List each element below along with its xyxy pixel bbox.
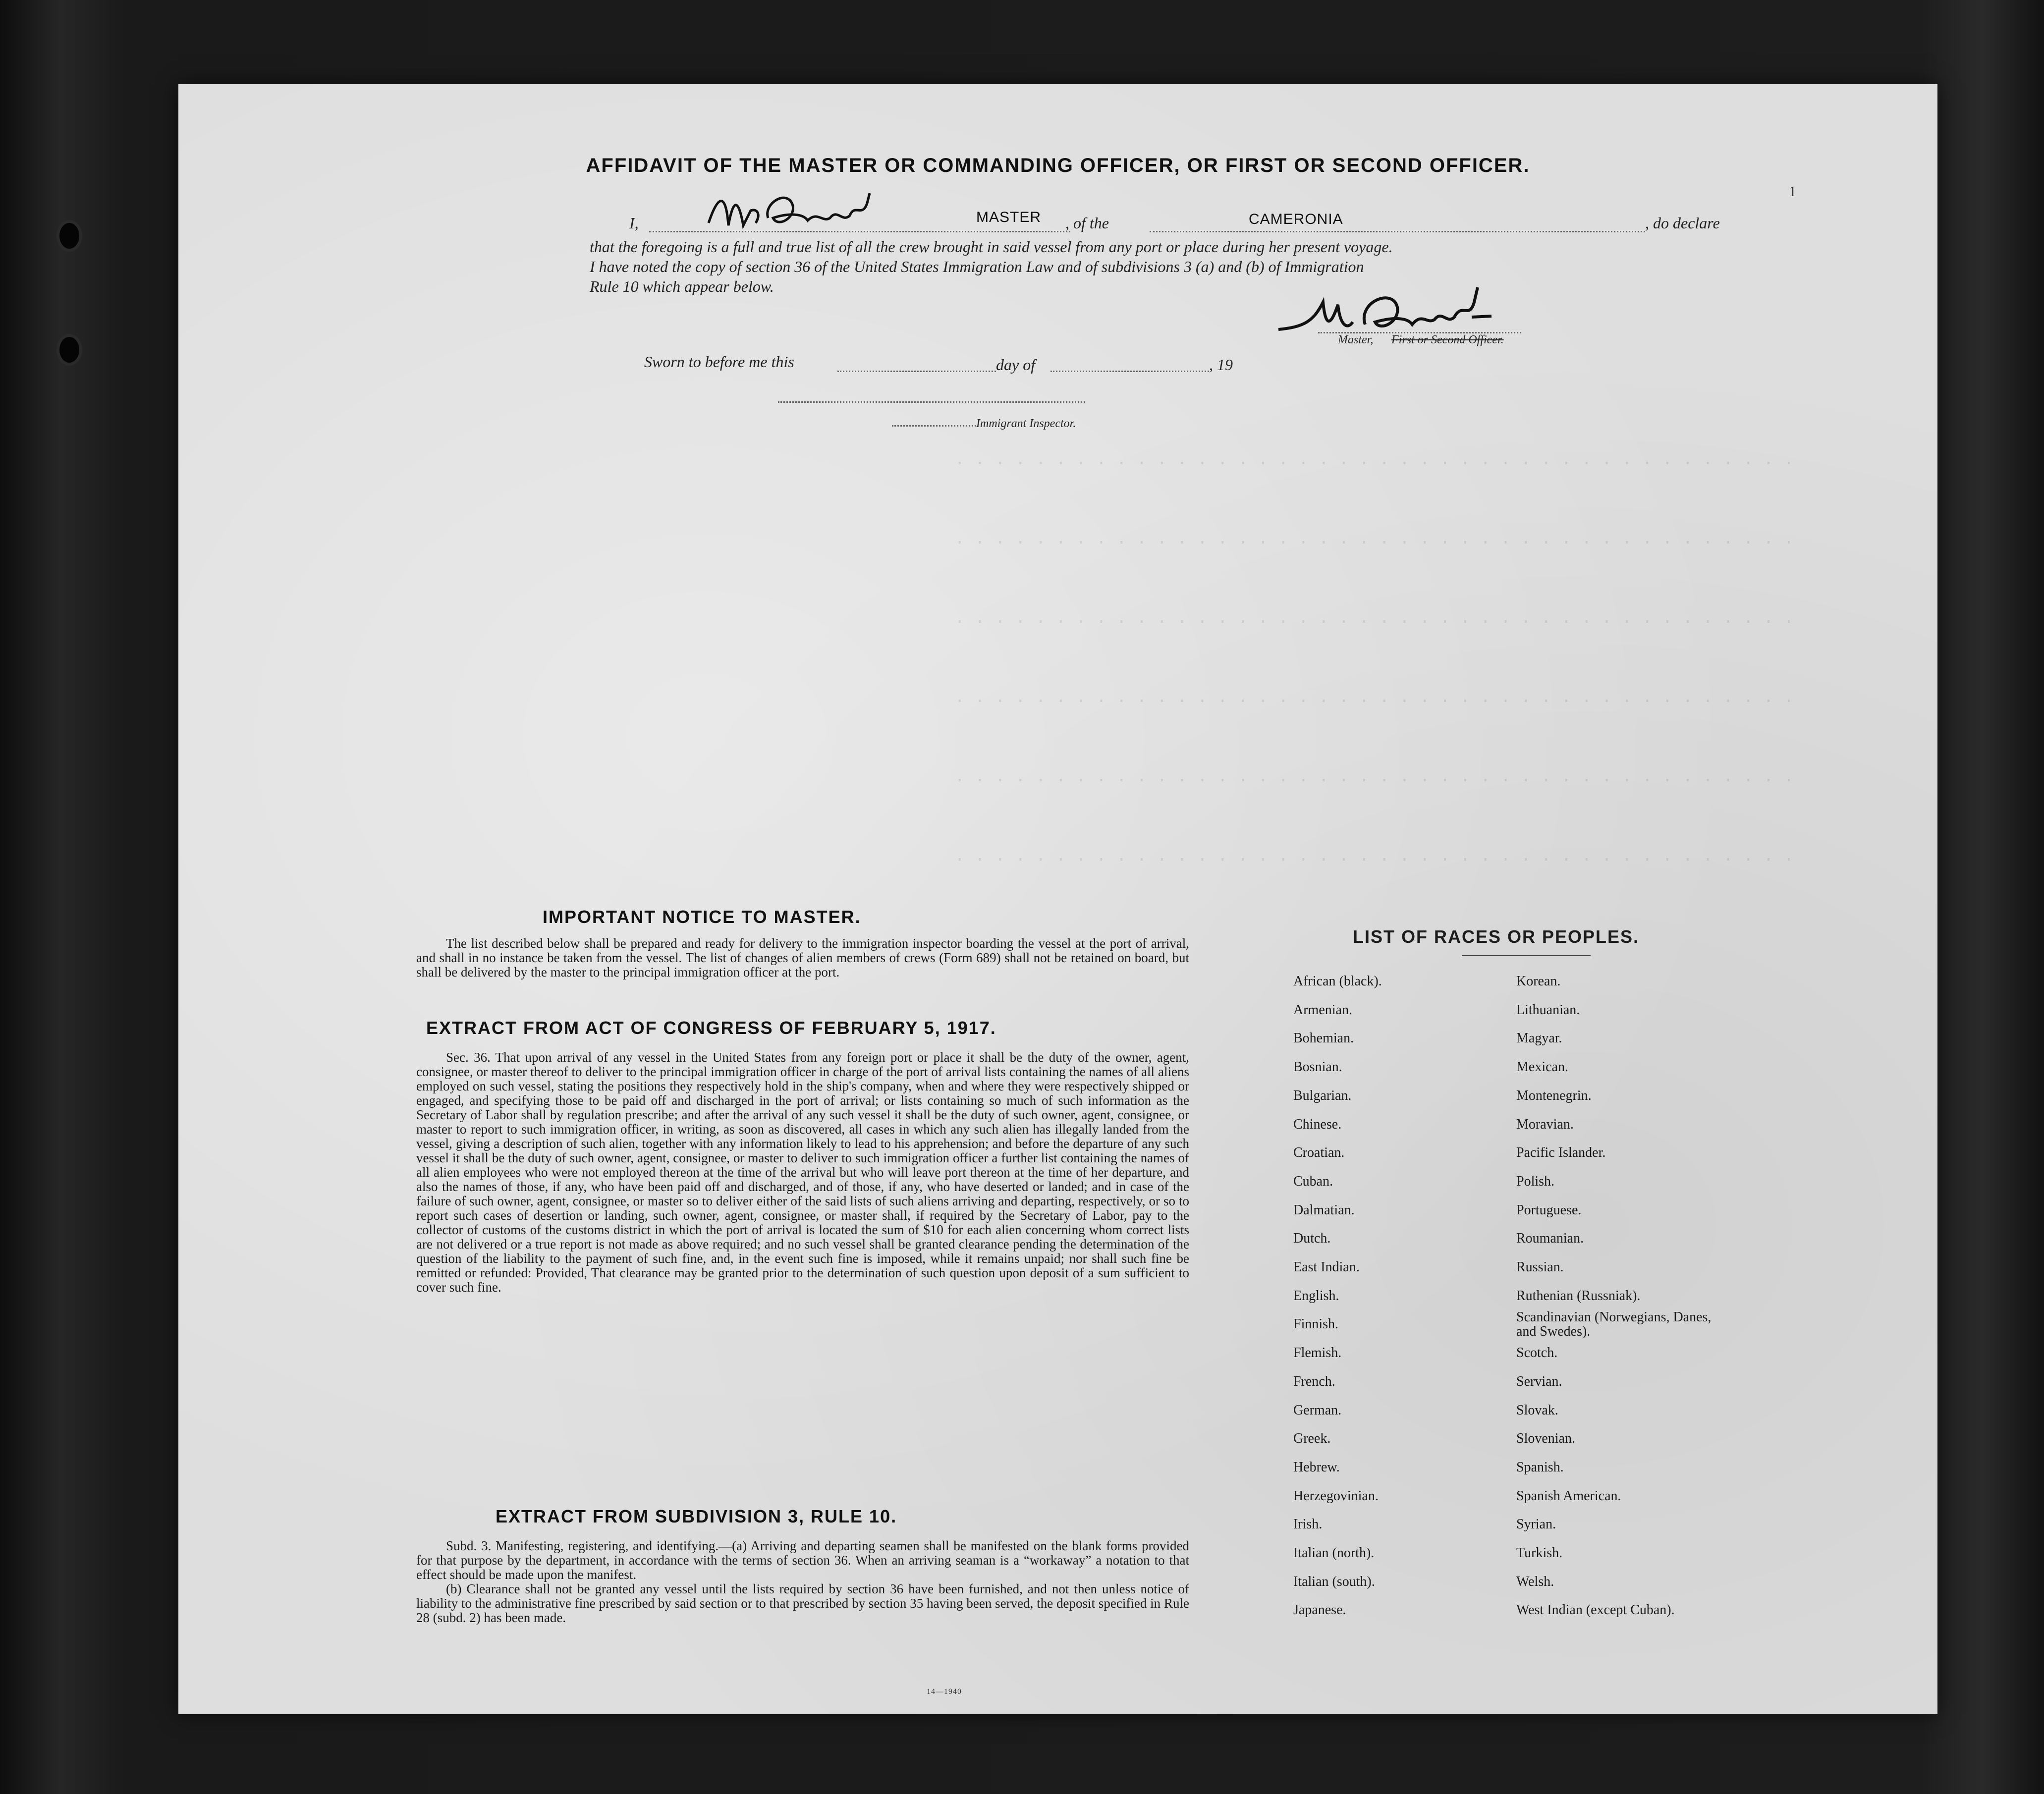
- race-item: Bohemian.: [1293, 1031, 1354, 1046]
- sworn-to-label: Sworn to before me this: [644, 353, 794, 371]
- races-left-column: [1293, 967, 1382, 1625]
- race-item: West Indian (except Cuban).: [1516, 1602, 1675, 1618]
- race-item: African (black).: [1293, 974, 1382, 989]
- race-item: Finnish.: [1293, 1316, 1339, 1332]
- race-item: Cuban.: [1293, 1173, 1333, 1189]
- affidavit-line-2: that the foregoing is a full and true list of all the crew brought in said vessel from any port or place during her present voyage.: [590, 238, 1393, 256]
- race-item: Ruthenian (Russniak).: [1516, 1288, 1641, 1304]
- race-item: Herzegovinian.: [1293, 1488, 1379, 1504]
- master-name-signature: [704, 183, 882, 238]
- race-item: Croatian.: [1293, 1145, 1345, 1161]
- vessel-name-field: CAMERONIA: [1249, 211, 1343, 227]
- race-item: Pacific Islander.: [1516, 1145, 1606, 1161]
- signature-label-struck: First or Second Officer.: [1391, 333, 1504, 346]
- extract-act-text: [416, 1050, 1189, 1295]
- race-item: Korean.: [1516, 974, 1561, 989]
- race-item: Italian (north).: [1293, 1545, 1375, 1561]
- bleed-through-text: . . . . . . . . . . . . . . . . . . . . . . . . . . . . . . . . . . . . . . . . . .: [954, 609, 1794, 628]
- vessel-blank: [1150, 231, 1645, 232]
- race-item: Slovenian.: [1516, 1431, 1575, 1447]
- race-item: Italian (south).: [1293, 1574, 1375, 1589]
- day-of-label: day of: [996, 356, 1036, 374]
- race-item: English.: [1293, 1288, 1339, 1304]
- race-item: Mexican.: [1516, 1059, 1568, 1075]
- race-item: Slovak.: [1516, 1402, 1558, 1418]
- race-item: Roumanian.: [1516, 1231, 1584, 1247]
- affidavit-title: AFFIDAVIT OF THE MASTER OR COMMANDING OFFICER, OR FIRST OR SECOND OFFICER.: [586, 155, 1530, 176]
- race-item: Hebrew.: [1293, 1459, 1340, 1475]
- bleed-through-text: . . . . . . . . . . . . . . . . . . . . . . . . . . . . . . . . . . . . . . . . . .: [954, 530, 1794, 549]
- race-item: Moravian.: [1516, 1116, 1574, 1132]
- extract-rule-paragraph-b: (b) Clearance shall not be granted any vessel until the lists required by section 36 have been furnished, and not then unless notice of liability to the administrative fine prescribed by said section or to that prescribed by section 35 having been served, the deposit specified in Rule 28 (subd. 2) has been made.: [416, 1581, 1189, 1625]
- race-item: Servian.: [1516, 1373, 1562, 1389]
- extract-rule-paragraph-a: Subd. 3. Manifesting, registering, and identifying.—(a) Arriving and departing seamen shall be manifested on the blank forms provided for that purpose by the department, in accordance with the terms of section 36. When an arriving seaman is a “workaway” a notation to that effect should be made upon the manifest.: [416, 1538, 1189, 1582]
- race-item: Chinese.: [1293, 1116, 1342, 1132]
- race-item: Spanish American.: [1516, 1488, 1621, 1504]
- notice-paragraph: The list described below shall be prepared and ready for delivery to the immigration inspector boarding the vessel at the port of arrival, and shall in no instance be taken from the vessel. The list of changes of alien members of crews (Form 689) shall not be retained on board, but shall be delivered by the master to the principal immigration officer at the port.: [416, 936, 1189, 979]
- affidavit-i: I,: [629, 214, 639, 232]
- race-item: Welsh.: [1516, 1574, 1554, 1589]
- race-item: Greek.: [1293, 1431, 1331, 1447]
- bleed-through-text: . . . . . . . . . . . . . . . . . . . . . . . . . . . . . . . . . . . . . . . . . .: [954, 847, 1794, 866]
- race-item: Bulgarian.: [1293, 1087, 1352, 1103]
- race-item: Scandinavian (Norwegians, Danes, and Swedes).: [1516, 1309, 1712, 1340]
- race-item: Spanish.: [1516, 1459, 1564, 1475]
- race-item: Syrian.: [1516, 1517, 1556, 1532]
- race-item: Bosnian.: [1293, 1059, 1342, 1075]
- race-item: French.: [1293, 1373, 1335, 1389]
- sworn-day-blank: [837, 371, 996, 372]
- extract-act-paragraph: Sec. 36. That upon arrival of any vessel in the United States from any foreign port or place it shall be the duty of the owner, agent, consignee, or master thereof to deliver to the principal immigration officer in charge of the port of arrival lists containing the names of all aliens employed on such vessel, stating the positions they respectively hold in the ship's company, when and where they were respectively shipped or engaged, and specifying those to be paid off and discharged in the port of arrival; or lists containing so much of such information as the Secretary of Labor shall by regulation prescribe; and after the arrival of any such vessel it shall be the duty of such owner, agent, consignee, or master to report to such immigration officer, in writing, as soon as discovered, all cases in which any such alien has illegally landed from the vessel, giving a description of such alien, together with any information likely to lead to his apprehension; and before the departure of any such vessel it shall be the duty of such owner, agent, consignee, or master to deliver to such immigration officer a further list containing the names of all alien employees who were not employed thereon at the time of the arrival but who will leave port thereon at the time of her departure, and also the names of those, if any, who have been paid off and discharged, and of those, if any, who have deserted or landed; and in case of the failure of such owner, agent, consignee, or master so to deliver either of the said lists of such aliens arriving and departing, respectively, or so to report such cases of desertion or landing, such owner, agent, consignee, or master shall, if required by the Secretary of Labor, pay to the collector of customs of the customs district in which the port of arrival is located the sum of $10 for each alien concerning whom correct lists are not delivered or a true report is not made as above required; and no such vessel shall be granted clearance pending the determination of the question of the liability to the payment of such fine, and, in the event such fine is imposed, while it remains unpaid; nor shall such fine be remitted or refunded: Provided, That clearance may be granted prior to the determination of such question upon deposit of a sum sufficient to cover such fine.: [416, 1050, 1189, 1295]
- inspector-blank: [778, 401, 1085, 403]
- race-item: East Indian.: [1293, 1259, 1360, 1275]
- race-item: German.: [1293, 1402, 1342, 1418]
- signature-label-master: Master,: [1338, 333, 1374, 346]
- affidavit-of-the: , of the: [1065, 214, 1109, 232]
- bleed-through-text: . . . . . . . . . . . . . . . . . . . . . . . . . . . . . . . . . . . . . . . . . .: [954, 451, 1794, 470]
- inspector-blank-2: [892, 425, 976, 427]
- binder-hole: [59, 337, 79, 363]
- race-item: Irish.: [1293, 1517, 1323, 1532]
- page-number: 1: [1789, 183, 1796, 200]
- races-right-column: [1516, 967, 1724, 1625]
- race-item: Flemish.: [1293, 1345, 1342, 1361]
- race-item: Dutch.: [1293, 1231, 1331, 1247]
- sworn-month-blank: [1050, 371, 1209, 372]
- bleed-through-text: . . . . . . . . . . . . . . . . . . . . . . . . . . . . . . . . . . . . . . . . . .: [954, 768, 1794, 787]
- race-item: Japanese.: [1293, 1602, 1346, 1618]
- race-item: Polish.: [1516, 1173, 1555, 1189]
- binder-hole: [59, 223, 79, 249]
- race-item: Lithuanian.: [1516, 1002, 1580, 1018]
- affidavit-line-4: Rule 10 which appear below.: [590, 277, 774, 295]
- year-label: , 19: [1209, 356, 1233, 374]
- master-title-field: MASTER: [976, 209, 1042, 225]
- races-rule: [1462, 955, 1591, 956]
- race-item: Dalmatian.: [1293, 1202, 1355, 1218]
- affidavit-page: [178, 84, 1937, 1714]
- extract-rule-text: [416, 1539, 1189, 1625]
- notice-heading: IMPORTANT NOTICE TO MASTER.: [543, 907, 861, 927]
- race-item: Portuguese.: [1516, 1202, 1582, 1218]
- race-item: Russian.: [1516, 1259, 1564, 1275]
- race-item: Magyar.: [1516, 1031, 1562, 1046]
- race-item: Turkish.: [1516, 1545, 1563, 1561]
- form-number: 14—1940: [927, 1687, 962, 1696]
- races-heading: LIST OF RACES OR PEOPLES.: [1353, 926, 1640, 947]
- inspector-label: Immigrant Inspector.: [976, 417, 1076, 430]
- affidavit-line-3: I have noted the copy of section 36 of the United States Immigration Law and of subdivisions 3 (a) and (b) of Immigration: [590, 258, 1364, 275]
- race-item: Scotch.: [1516, 1345, 1558, 1361]
- affidavit-declare: , do declare: [1645, 214, 1720, 232]
- race-item: Montenegrin.: [1516, 1087, 1592, 1103]
- bleed-through-text: . . . . . . . . . . . . . . . . . . . . . . . . . . . . . . . . . . . . . . . . . .: [954, 689, 1794, 707]
- notice-text: [416, 936, 1189, 979]
- extract-rule-heading: EXTRACT FROM SUBDIVISION 3, RULE 10.: [496, 1506, 897, 1526]
- race-item: Armenian.: [1293, 1002, 1352, 1018]
- extract-act-heading: EXTRACT FROM ACT OF CONGRESS OF FEBRUARY 5, 1917.: [426, 1018, 996, 1038]
